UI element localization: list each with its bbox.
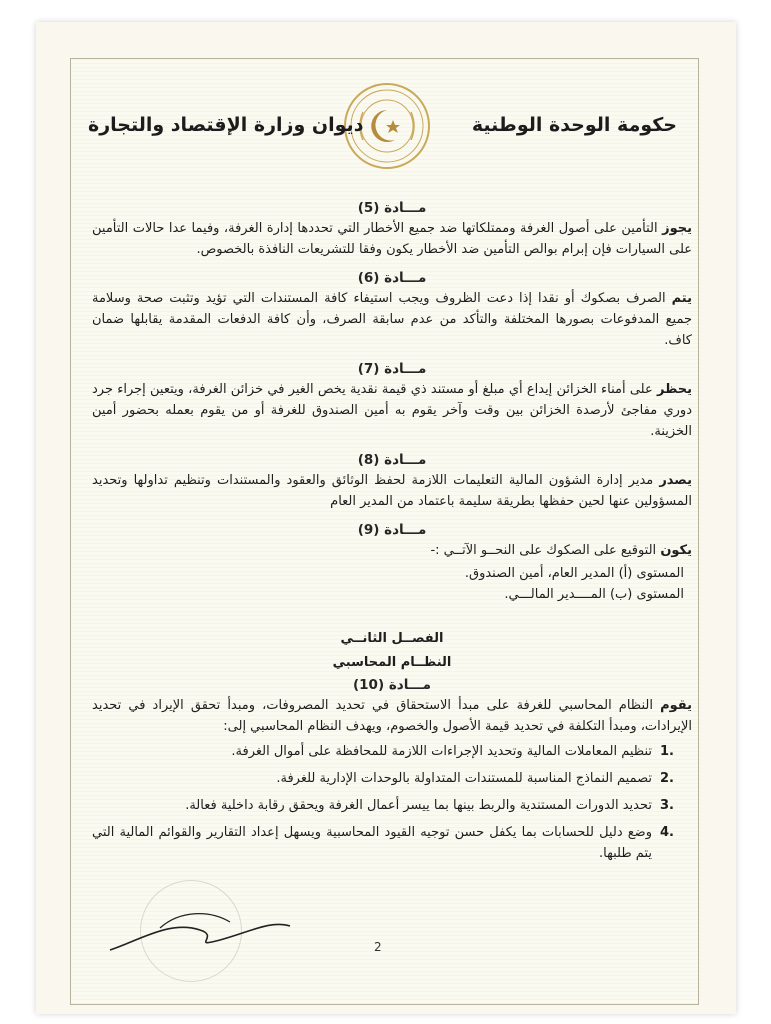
article-7-title: مـــادة (7) — [357, 361, 427, 377]
chapter-subtitle: النظــام المحاسبي — [332, 655, 452, 670]
page-number: 2 — [374, 940, 382, 954]
document-body — [92, 198, 692, 870]
article-10-text: يقوم النظام المحاسبي للغرفة على مبدأ الاستحقاق في تحديد المصروفات، ومبدأ تحقق الإيراد في تحديد الإيرادات، ومبدأ التكلفة في تحديد قيمة الأصول والخصوم، ويهدف النظام المحاسبي إلى: — [92, 698, 692, 734]
ministry-title: ديوان وزارة الإقتصاد والتجارة — [88, 114, 364, 136]
signature-level-b: المستوى (ب) المــــدير المالـــي. — [504, 587, 684, 602]
chapter-title: الفصــل الثانــي — [340, 631, 444, 646]
article-6-title: مـــادة (6) — [357, 270, 427, 286]
letterhead — [70, 80, 697, 180]
article-5-text: يجوز التأمين على أصول الغرفة وممتلكاتها ضد جميع الأخطار التي تحددها إدارة الغرفة، وفيما عدا حالات التأمين على السيارات فإن إبرام بوالص التأمين ضد الأخطار يكون وفقا للتشريعات النافذة بالخصوص. — [92, 221, 692, 257]
article-10-title: مـــادة (10) — [352, 677, 431, 693]
article-8-title: مـــادة (8) — [357, 452, 427, 468]
list-item: 3. تحديد الدورات المستندية والربط بينها بما ييسر أعمال الغرفة ويحقق رقابة داخلية فعالة. — [185, 798, 674, 813]
list-item: 2. تصميم النماذج المناسبة للمستندات المتداولة بالوحدات الإدارية للغرفة. — [276, 771, 674, 786]
article-5-title: مـــادة (5) — [357, 200, 427, 216]
article-9-title: مـــادة (9) — [357, 522, 427, 538]
article-8-text: يصدر مدير إدارة الشؤون المالية التعليمات اللازمة لحفظ الوثائق والعقود والمستندات وتنظيم تداولها وتحديد المسؤولين عنها لحين حفظها بطريقة سليمة باعتماد من المدير العام — [92, 473, 692, 509]
government-title: حكومة الوحدة الوطنية — [471, 114, 677, 136]
signature-icon — [100, 880, 300, 960]
signature-level-a: المستوى (أ) المدير العام، أمين الصندوق. — [464, 566, 684, 581]
list-item: 4. وضع دليل للحسابات بما يكفل حسن توجيه القيود المحاسبية ويسهل إعداد التقارير والقوائم المالية التي يتم طلبها. — [92, 825, 674, 861]
list-item: 1. تنظيم المعاملات المالية وتحديد الإجراءات اللازمة للمحافظة على أموال الغرفة. — [231, 744, 674, 759]
article-7-text: يحظر على أمناء الخزائن إيداع أي مبلغ أو مستند ذي قيمة نقدية يخص الغير في خزائن الغرفة، ويتعين إجراء جرد دوري مفاجئ لأرصدة الخزائن بين وقت وآخر يقوم به أمين الصندوق للغرفة أو من يقوم بعمله بحضور أمين الخزينة. — [92, 382, 692, 439]
article-9-text: يكون التوقيع على الصكوك على النحــو الآتــي :- — [430, 543, 692, 558]
article-6-text: يتم الصرف بصكوك أو نقدا إذا دعت الظروف ويجب استيفاء كافة المستندات التي تؤيد وتثبت صحة وسلامة جميع المدفوعات بصورها المختلفة والتأكد من عدم سابقة الصرف، وأن كافة الدفعات المقدمة يقابلها ضمان كاف. — [92, 291, 692, 348]
objectives-list — [92, 741, 692, 864]
